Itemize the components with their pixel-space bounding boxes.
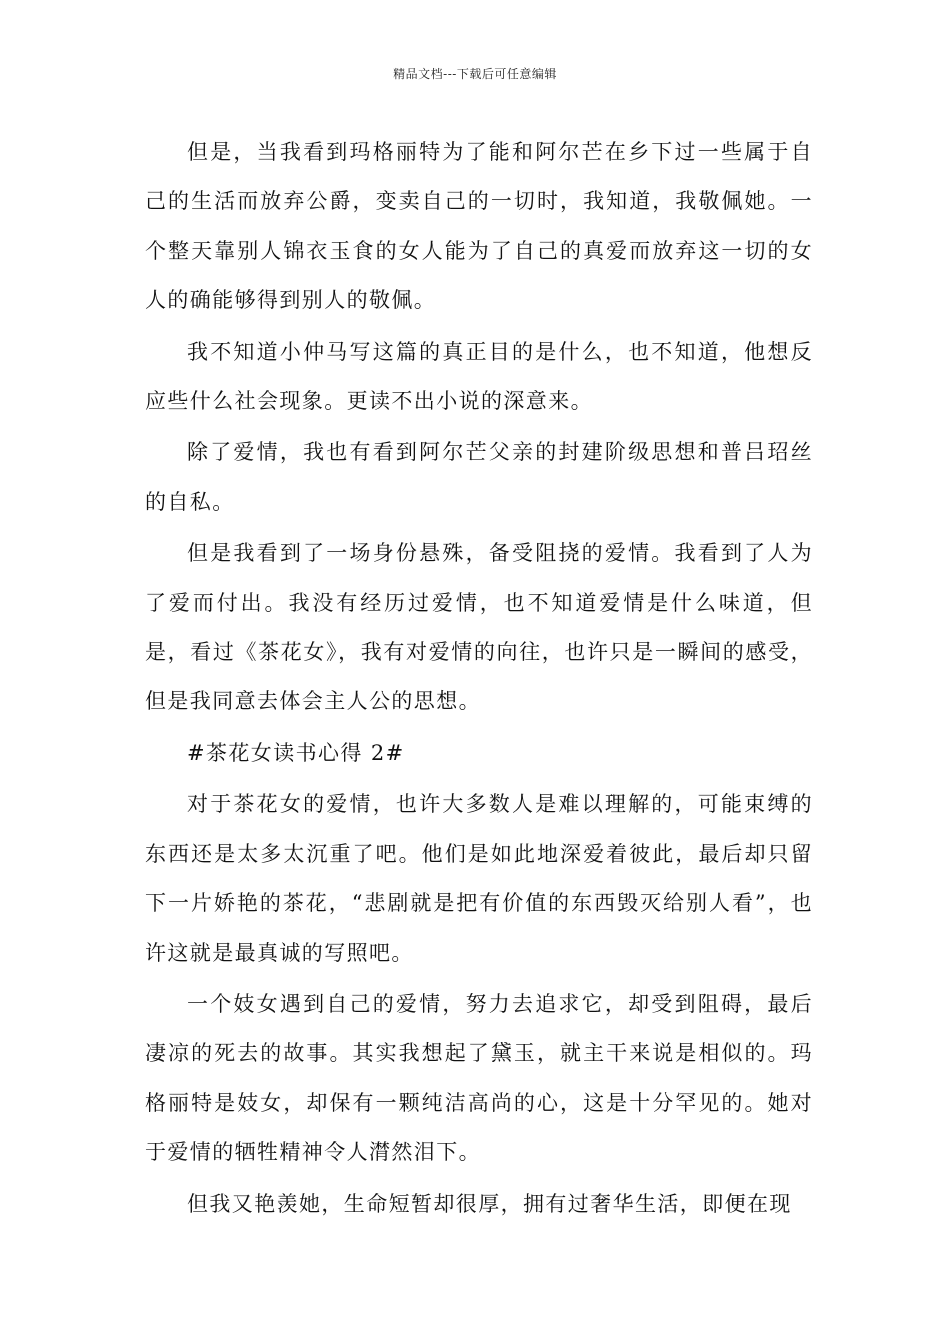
document-body: [145, 128, 813, 1231]
paragraph: 除了爱情，我也有看到阿尔芒父亲的封建阶级思想和普吕玿丝的自私。: [145, 440, 813, 514]
paragraph: 但是，当我看到玛格丽特为了能和阿尔芒在乡下过一些属于自己的生活而放弃公爵，变卖自己的一切时，我知道，我敬佩她。一个整天靠别人锦衣玉食的女人能为了自己的真爱而放弃这一切的女人的确能够得到别人的敬佩。: [145, 140, 813, 313]
page-header: 精品文档---下载后可任意编辑: [393, 67, 557, 81]
paragraph: 我不知道小仲马写这篇的真正目的是什么，也不知道，他想反应些什么社会现象。更读不出小说的深意来。: [145, 339, 813, 414]
paragraph: 但我又艳羡她，生命短暂却很厚，拥有过奢华生活，即便在现: [187, 1191, 792, 1216]
paragraph: 对于茶花女的爱情，也许大多数人是难以理解的，可能束缚的东西还是太多太沉重了吧。他们是如此地深爱着彼此，最后却只留下一片娇艳的茶花，“悲剧就是把有价值的东西毁灭给别人看”，也许这就是最真诚的写照吧。: [145, 792, 813, 965]
paragraph: 但是我看到了一场身份悬殊，备受阻挠的爱情。我看到了人为了爱而付出。我没有经历过爱情，也不知道爱情是什么味道，但是，看过《茶花女》，我有对爱情的向往，也许只是一瞬间的感受，但是我同意去体会主人公的思想。: [145, 541, 813, 714]
paragraph: 一个妓女遇到自己的爱情，努力去追求它，却受到阻碍，最后凄凉的死去的故事。其实我想起了黛玉，就主干来说是相似的。玛格丽特是妓女，却保有一颗纯洁高尚的心，这是十分罕见的。她对于爱情的牺牲精神令人潸然泪下。: [145, 991, 813, 1165]
section-heading: #茶花女读书心得 2#: [187, 740, 405, 765]
